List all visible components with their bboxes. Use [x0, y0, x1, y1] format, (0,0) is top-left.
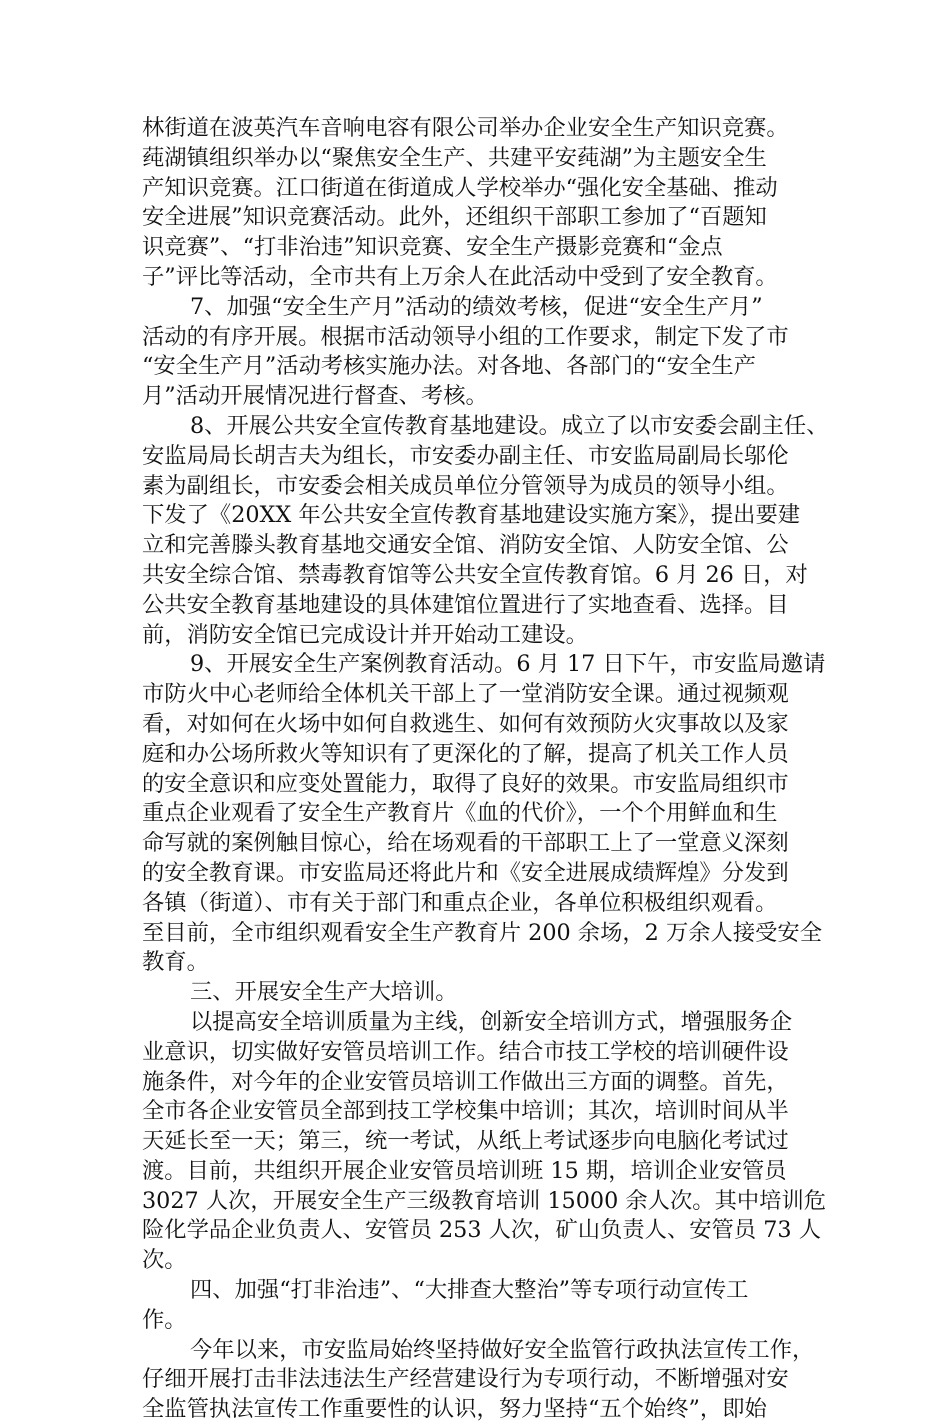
text-line: 下发了《20XX 年公共安全宣传教育基地建设实施方案》，提出要建 — [142, 502, 801, 529]
text-line: 仔细开展打击非法违法生产经营建设行为专项行动，不断增强对安 — [142, 1366, 789, 1393]
text-line: 教育。 — [142, 949, 209, 976]
text-line: 产知识竞赛。江口街道在街道成人学校举办“强化安全基础、推动 — [142, 174, 778, 201]
text-line: 识竞赛”、“打非治违”知识竞赛、安全生产摄影竞赛和“金点 — [142, 234, 723, 261]
text-line: 的安全教育课。市安监局还将此片和《安全进展成绩辉煌》分发到 — [142, 859, 789, 886]
text-line: 作。 — [142, 1306, 187, 1333]
text-line: 3027 人次，开展安全生产三级教育培训 15000 余人次。其中培训危 — [142, 1187, 827, 1214]
text-line: 素为副组长，市安委会相关成员单位分管领导为成员的领导小组。 — [142, 472, 789, 499]
text-line: 今年以来，市安监局始终坚持做好安全监管行政执法宣传工作， — [190, 1336, 815, 1363]
text-line: 各镇（街道）、市有关于部门和重点企业，各单位积极组织观看。 — [142, 889, 778, 916]
text-line: 次。 — [142, 1247, 187, 1274]
text-line: 险化学品企业负责人、安管员 253 人次，矿山负责人、安管员 73 人 — [142, 1217, 821, 1244]
text-line: 共安全综合馆、禁毒教育馆等公共安全宣传教育馆。6 月 26 日，对 — [142, 561, 808, 588]
text-line: “安全生产月”活动考核实施办法。对各地、各部门的“安全生产 — [142, 353, 756, 380]
text-line: 看，对如何在火场中如何自救逃生、如何有效预防火灾事故以及家 — [142, 710, 789, 737]
text-line: 庭和办公场所救火等知识有了更深化的了解，提高了机关工作人员 — [142, 740, 789, 767]
text-line: 安监局局长胡吉夫为组长，市安委办副主任、市安监局副局长邬伦 — [142, 442, 789, 469]
text-line: 以提高安全培训质量为主线，创新安全培训方式，增强服务企 — [190, 1008, 793, 1035]
text-line: 重点企业观看了安全生产教育片《血的代价》，一个个用鲜血和生 — [142, 800, 778, 827]
text-line: 子”评比等活动，全市共有上万余人在此活动中受到了安全教育。 — [142, 263, 778, 290]
text-line: 命写就的案例触目惊心，给在场观看的干部职工上了一堂意义深刻 — [142, 830, 789, 857]
text-line: 前，消防安全馆已完成设计并开始动工建设。 — [142, 621, 588, 648]
text-line: 三、开展安全生产大培训。 — [190, 979, 458, 1006]
text-line: 莼湖镇组织举办以“聚焦安全生产、共建平安莼湖”为主题安全生 — [142, 144, 767, 171]
text-line: 7、加强“安全生产月”活动的绩效考核，促进“安全生产月” — [190, 293, 763, 320]
text-line: 立和完善滕头教育基地交通安全馆、消防安全馆、人防安全馆、公 — [142, 532, 789, 559]
text-line: 全监管执法宣传工作重要性的认识，努力坚持“五个始终”，即始 — [142, 1396, 767, 1423]
body-text — [142, 114, 829, 1425]
text-line: 月”活动开展情况进行督查、考核。 — [142, 383, 488, 410]
text-line: 渡。目前，共组织开展企业安管员培训班 15 期，培训企业安管员 — [142, 1157, 787, 1184]
text-line: 业意识，切实做好安管员培训工作。结合市技工学校的培训硬件设 — [142, 1038, 789, 1065]
text-line: 四、加强“打非治违”、“大排查大整治”等专项行动宣传工 — [190, 1277, 749, 1304]
text-line: 公共安全教育基地建设的具体建馆位置进行了实地查看、选择。目 — [142, 591, 789, 618]
text-line: 天延长至一天；第三，统一考试，从纸上考试逐步向电脑化考试过 — [142, 1128, 789, 1155]
text-line: 施条件，对今年的企业安管员培训工作做出三方面的调整。首先， — [142, 1068, 789, 1095]
text-line: 市防火中心老师给全体机关干部上了一堂消防安全课。通过视频观 — [142, 681, 789, 708]
text-line: 安全进展”知识竞赛活动。此外，还组织干部职工参加了“百题知 — [142, 204, 767, 231]
text-line: 至目前，全市组织观看安全生产教育片 200 余场，2 万余人接受安全 — [142, 919, 823, 946]
text-line: 8、开展公共安全宣传教育基地建设。成立了以市安委会副主任、 — [190, 412, 829, 439]
text-line: 的安全意识和应变处置能力，取得了良好的效果。市安监局组织市 — [142, 770, 789, 797]
text-line: 活动的有序开展。根据市活动领导小组的工作要求，制定下发了市 — [142, 323, 789, 350]
text-line: 9、开展安全生产案例教育活动。6 月 17 日下午，市安监局邀请 — [190, 651, 826, 678]
text-line: 全市各企业安管员全部到技工学校集中培训；其次，培训时间从半 — [142, 1098, 789, 1125]
text-line: 林街道在波英汽车音响电容有限公司举办企业安全生产知识竞赛。 — [142, 115, 789, 141]
